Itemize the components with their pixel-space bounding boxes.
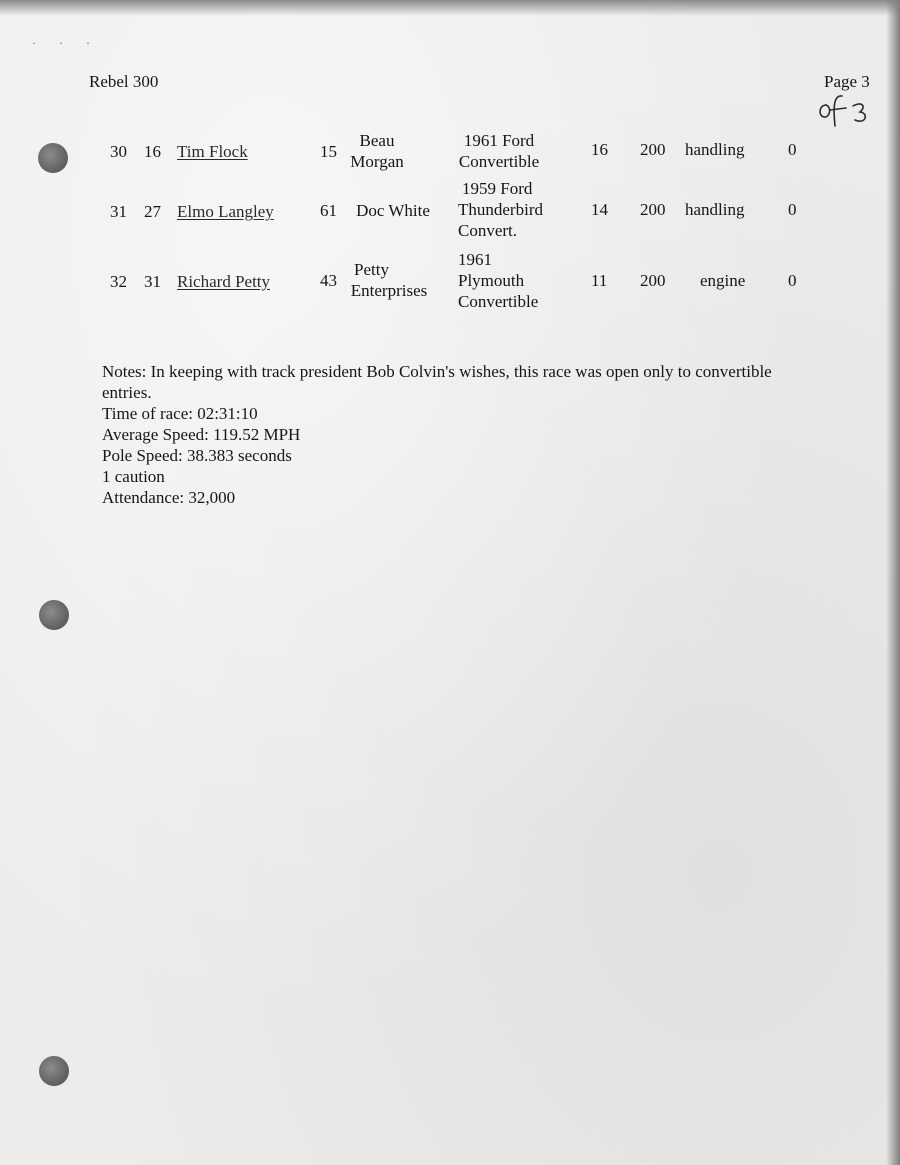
laps-completed: 200 [640,200,666,219]
status: engine [700,271,746,290]
driver-link[interactable]: Elmo Langley [177,202,274,221]
notes-text-continued: entries. [102,383,152,402]
laps-completed: 200 [640,140,666,159]
car-owner [348,200,438,221]
finish-position: 30 [110,142,127,161]
car-number: 15 [320,142,337,161]
car-model-line: Thunderbird [458,200,543,219]
status: handling [685,140,745,159]
notes-text: Notes: In keeping with track president Bob Colvin's wishes, this race was open only to convertible [102,362,772,381]
car-owner-line: Beau [359,131,395,150]
scan-right-edge [886,0,900,1165]
start-position: 27 [144,202,161,221]
car-model-line: Convertible [458,152,540,171]
driver-link[interactable]: Richard Petty [177,272,271,291]
car-model [452,130,546,172]
car-model-line: Convertible [458,292,539,311]
start-position: 16 [144,142,161,161]
handwritten-of-3 [815,92,871,128]
winnings: 0 [788,200,797,219]
car-model-line: 1961 [458,250,492,269]
binder-hole-icon [38,143,68,173]
race-title: Rebel 300 [89,72,159,91]
car-number: 61 [320,201,337,220]
car-model [458,249,538,312]
page-number: Page 3 [824,72,870,91]
scan-specks: · · · [32,36,100,50]
winnings: 0 [788,271,797,290]
average-speed: Average Speed: 119.52 MPH [102,425,301,444]
car-owner-line: Enterprises [350,281,428,300]
pole-speed: Pole Speed: 38.383 seconds [102,446,292,465]
status: handling [685,200,745,219]
laps-completed: 200 [640,271,666,290]
car-model [458,178,543,241]
car-model-line: Convert. [458,221,518,240]
laps-led: 16 [591,140,608,159]
car-owner [342,259,436,301]
car-number: 43 [320,271,337,290]
binder-hole-icon [39,1056,69,1086]
laps-led: 14 [591,200,608,219]
driver-link[interactable]: Tim Flock [177,142,248,161]
car-model-line: 1959 Ford [462,179,533,198]
finish-position: 31 [110,202,127,221]
attendance: Attendance: 32,000 [102,488,236,507]
car-owner [342,130,412,172]
car-model-line: 1961 Ford [463,131,535,150]
winnings: 0 [788,140,797,159]
car-owner-line: Doc White [356,201,430,220]
binder-hole-icon [39,600,69,630]
start-position: 31 [144,272,161,291]
finish-position: 32 [110,272,127,291]
laps-led: 11 [591,271,608,290]
scan-top-edge [0,0,900,16]
car-owner-line: Petty [354,260,389,279]
time-of-race: Time of race: 02:31:10 [102,404,258,423]
car-model-line: Plymouth [458,271,525,290]
car-owner-line: Morgan [350,152,404,171]
race-notes [102,361,812,508]
caution-count: 1 caution [102,467,165,486]
